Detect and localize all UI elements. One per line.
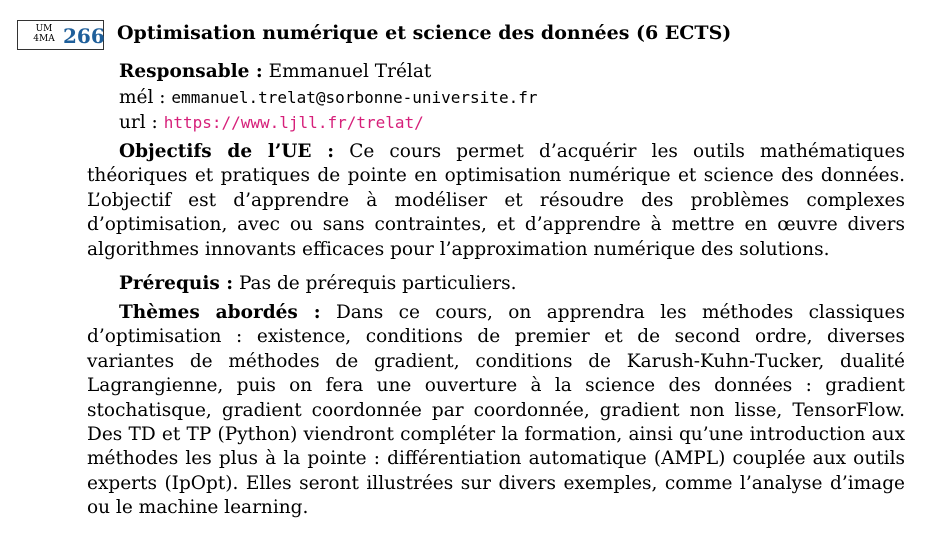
email-link[interactable]: emmanuel.trelat@sorbonne-universite.fr <box>171 88 538 107</box>
email-line <box>119 86 537 110</box>
responsable-label: Responsable : <box>119 61 263 82</box>
themes-text: Dans ce cours, on apprendra les méthodes classiques d’optimisation : existence, conditions de premier et de second ordre, diverses variantes de méthodes de gradient, conditions de Karush-Kuhn-Tucker, dualité Lagrangienne, puis on fera une ouverture à la science des données : gradient stochatisque, gradient coordonnée par coordonnée, gradient non lisse, TensorFlow. Des TD et TP (Python) viendront compléter la formation, ainsi qu’une introduction aux méthodes les plus à la pointe : différentiation automatique (AMPL) couplée aux outils experts (IpOpt). Elles seront illustrées sur divers exemples, comme l’analyse d’image ou le machine learning. <box>87 302 905 519</box>
responsable-name: Emmanuel Trélat <box>268 61 432 82</box>
themes-paragraph <box>87 301 905 521</box>
url-label: url : <box>119 112 158 133</box>
course-title: Optimisation numérique et science des données (6 ECTS) <box>117 22 732 44</box>
url-line <box>119 111 424 135</box>
course-code-prefix-line2: 4MA <box>33 34 55 44</box>
prerequis-label: Prérequis : <box>119 273 234 294</box>
course-code-prefix-line1: UM <box>35 24 53 34</box>
url-link[interactable]: https://www.ljll.fr/trelat/ <box>163 113 424 132</box>
prerequis-text: Pas de prérequis particuliers. <box>238 273 517 294</box>
objectifs-text: Ce cours permet d’acquérir les outils mathématiques théoriques et pratiques de pointe en optimisation numérique et science des données. L’objectif est d’apprendre à modéliser et résoudre des problèmes complexes d’optimisation, avec ou sans contraintes, et d’apprendre à mettre en œuvre divers algorithmes innovants efficaces pour l’approximation numérique des solutions. <box>87 141 905 260</box>
themes-label: Thèmes abordés : <box>119 302 321 323</box>
course-code-prefix <box>31 24 57 44</box>
prerequis-paragraph <box>87 272 905 296</box>
email-label: mél : <box>119 87 166 108</box>
responsable-line <box>119 60 431 84</box>
objectifs-paragraph <box>87 140 905 262</box>
objectifs-label: Objectifs de l’UE : <box>119 141 335 162</box>
course-number: 266 <box>63 24 105 48</box>
course-code-badge <box>17 20 104 50</box>
